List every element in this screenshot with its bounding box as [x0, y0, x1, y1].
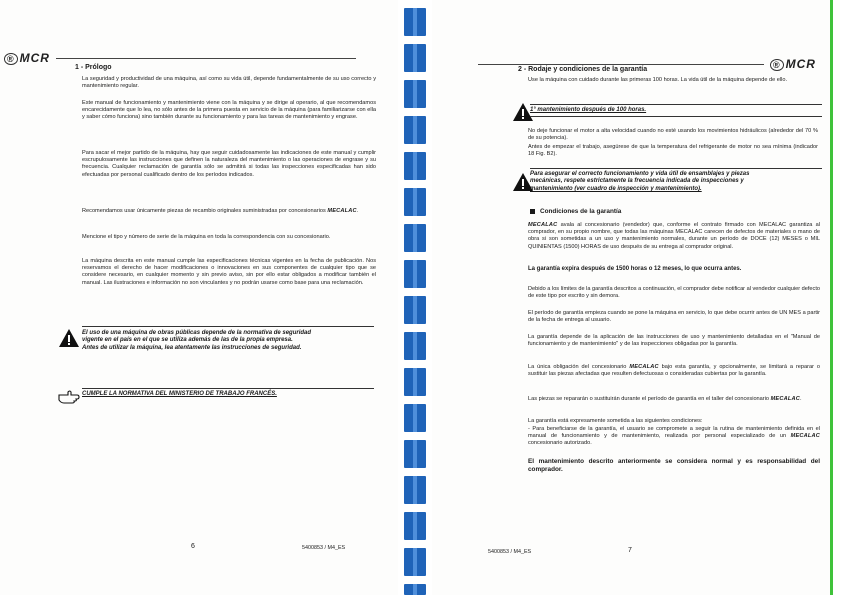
section-title-rodaje: 2 - Rodaje y condiciones de la garantía	[518, 66, 648, 73]
paragraph: La seguridad y productividad de una máquina, así como su vida útil, depende fundamentalmente de su uso correcto y mantenimiento regular.	[82, 76, 376, 90]
paragraph: La única obligación del concesionario MECALAC bajo esta garantía, y opcionalmente, se limitará a reparar o sustituir las piezas afectadas que resulten defectuosas o consideradas cubiertas por la garantía.	[528, 364, 821, 378]
paragraph: Para sacar el mejor partido de la máquina, hay que seguir cuidadosamente las indicaciones de este manual y cumplir escrupulosamente las instrucciones que definen la naturaleza del mantenimiento o las operaciones de engrase y su frecuencia. Cualquier reclamación de garantía sólo se admitirá si todas las inspecciones especificadas han sido efectuadas por personal cualificado dentro de los períodos indicados.	[82, 150, 376, 178]
paragraph: Este manual de funcionamiento y mantenimiento viene con la máquina y se dirige al operario, al que recomendamos encarecidamente que lo lea, no sólo antes de la primera puesta en servicio de la máquina (para familiarizarse con ella y saber cómo funciona) sino también durante su funcionamiento y para las tareas de mantenimiento y engrase.	[82, 100, 376, 121]
paragraph: MECALAC avala al concesionario (vendedor) que, conforme el contrato firmado con MECALAC garantiza al comprador, en su propio nombre, que todas las máquinas MECALAC carecen de defectos de materiales o mano de obra si son sometidas a un uso y mantenimiento normales, durante un período de DOCE (12) MESES o MIL QUINIENTAS (1500) HORAS de uso después de su entrega al comprador original.	[528, 222, 821, 250]
paragraph: Recomendamos usar únicamente piezas de recambio originales suministradas por concesionarios MECALAC.	[82, 208, 359, 214]
pointing-hand-icon	[58, 390, 80, 404]
paragraph: - Para beneficiarse de la garantía, el usuario se compromete a seguir la rutina de mantenimiento definida en el manual de funcionamiento y de mantenimiento, realizada por personal especializado de un MECALAC concesionario autorizado.	[528, 426, 820, 447]
spiral-binding	[398, 0, 432, 595]
warning-triangle-icon	[58, 328, 80, 348]
warning-box-right: Para asegurar el correcto funcionamiento y vida útil de ensamblajes y piezas mecánicas, respete estrictamente la frecuencia indicada de inspecciones y mantenimiento (ver cuadro de inspección y mantenimiento).	[530, 168, 822, 193]
paragraph: Mencione el tipo y número de serie de la máquina en toda la correspondencia con su concesionario.	[82, 234, 331, 240]
paragraph: La garantía depende de la aplicación de las instrucciones de uso y mantenimiento detalladas en el "Manual de funcionamiento y de mantenimiento" y de las inspecciones obligadas por la garantía.	[528, 334, 820, 348]
paragraph: No deje funcionar el motor a alta velocidad cuando no esté usando los movimientos hidráulicos (alrededor del 70 % de su potencia).	[528, 128, 818, 142]
paragraph: Debido a los límites de la garantía descritos a continuación, el comprador debe notificar al vendedor cualquier defecto de este tipo por escrito y sin demora.	[528, 286, 820, 300]
paragraph: Antes de empezar el trabajo, asegúrese de que la temperatura del refrigerante de motor no sea mínima (indicador 18 Fig. B2).	[528, 144, 818, 158]
note-text: CUMPLE LA NORMATIVA DEL MINISTERIO DE TRABAJO FRANCÉS.	[82, 391, 277, 397]
paragraph: Use la máquina con cuidado durante las primeras 100 horas. La vida útil de la máquina depende de ello.	[528, 77, 788, 83]
maintenance-box: 1° mantenimiento después de 100 horas.	[530, 104, 822, 117]
right-page	[432, 0, 832, 595]
paragraph: El mantenimiento descrito anteriormente se considera normal y es responsabilidad del comprador.	[528, 458, 820, 473]
logo-left: ® MCR	[4, 51, 356, 65]
paragraph: La garantía expira después de 1500 horas o 12 meses, lo que ocurra antes.	[528, 266, 742, 272]
note-box-left	[82, 388, 374, 398]
logo-right: ® MCR	[478, 57, 816, 71]
doc-code-left: 5400853 / M4_ES	[302, 545, 346, 551]
conditions-title: Condiciones de la garantía	[530, 208, 621, 215]
page-number-left: 6	[191, 543, 195, 550]
doc-code-right: 5400853 / M4_ES	[488, 549, 532, 555]
paragraph: La máquina descrita en este manual cumple las especificaciones técnicas vigentes en la fecha de publicación. Nos reservamos el derecho de hacer modificaciones o innovaciones en sus componentes de cualquier tipo que se considere necesario, en cualquier momento y sin previo aviso, sin por ello estar obligados a modificar también el manual. Las ilustraciones e información no son vinculantes y no podrán usarse como base para una reclamación.	[82, 258, 376, 286]
paragraph: La garantía está expresamente sometida a las siguientes condiciones:	[528, 418, 703, 424]
page-number-right: 7	[628, 547, 632, 554]
paragraph: Las piezas se repararán o sustituirán durante el período de garantía en el taller del concesionario MECALAC.	[528, 396, 802, 402]
section-title-prologo: 1 - Prólogo	[75, 64, 112, 71]
warning-box-left: El uso de una máquina de obras públicas depende de la normativa de seguridad vigente en el país en el que se utiliza además de las de la propia empresa. Antes de utilizar la máquina, lea atentamente las instrucciones de seguridad.	[82, 326, 374, 352]
left-page	[0, 0, 398, 595]
paragraph: El período de garantía empieza cuando se pone la máquina en servicio, lo que debe ocurrir antes de UN MES a partir de la fecha de entrega al usuario.	[528, 310, 820, 324]
